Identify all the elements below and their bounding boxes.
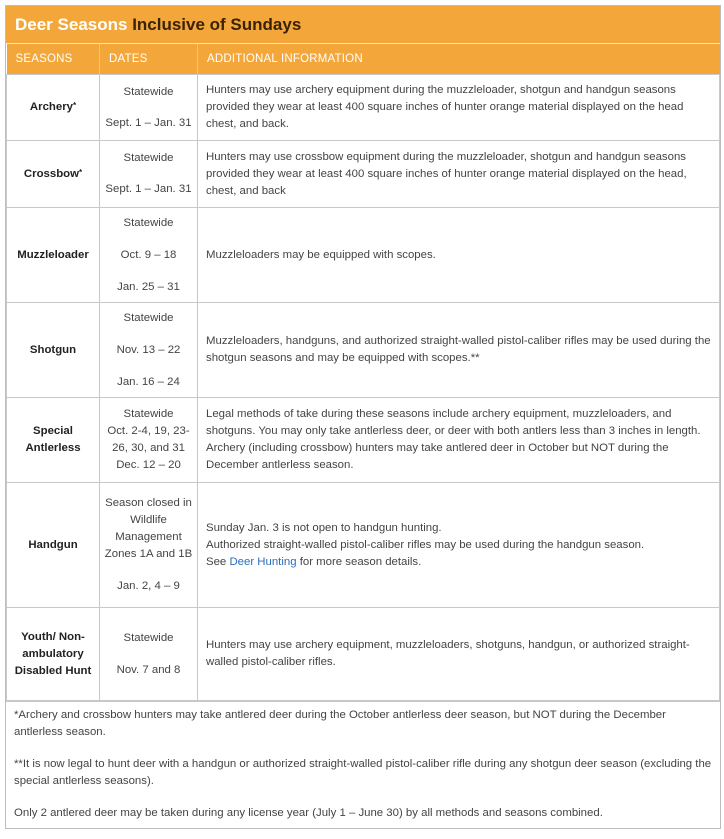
season-dates: Statewide Nov. 13 – 22 Jan. 16 – 24 bbox=[100, 303, 198, 398]
season-info: Hunters may use crossbow equipment during the muzzleloader, shotgun and handgun seasons provided they wear at least 400 square inches of hunter orange material displayed on the head, chest, and back bbox=[198, 141, 720, 208]
seasons-table bbox=[6, 44, 720, 701]
table-row bbox=[7, 303, 720, 398]
header-seasons: SEASONS bbox=[7, 44, 100, 75]
season-name: Handgun bbox=[7, 483, 100, 608]
footnotes bbox=[6, 701, 720, 828]
deer-seasons-table-card bbox=[5, 5, 721, 829]
season-dates: Statewide Sept. 1 – Jan. 31 bbox=[100, 141, 198, 208]
table-row bbox=[7, 141, 720, 208]
season-name: Muzzleloader bbox=[7, 208, 100, 303]
deer-hunting-link[interactable]: Deer Hunting bbox=[229, 555, 297, 568]
table-row bbox=[7, 608, 720, 701]
season-name: Archery* bbox=[7, 75, 100, 141]
season-info: Hunters may use archery equipment, muzzleloaders, shotguns, handgun, or authorized straight-walled pistol-caliber rifles. bbox=[198, 608, 720, 701]
table-row bbox=[7, 75, 720, 141]
season-dates: Statewide Nov. 7 and 8 bbox=[100, 608, 198, 701]
table-row bbox=[7, 483, 720, 608]
season-dates: Statewide Sept. 1 – Jan. 31 bbox=[100, 75, 198, 141]
title-part2: Inclusive of Sundays bbox=[132, 15, 302, 34]
season-info: Sunday Jan. 3 is not open to handgun hunting. Authorized straight-walled pistol-caliber rifles may be used during the handgun season. See Deer Hunting for more season details. bbox=[198, 483, 720, 608]
season-info: Muzzleloaders, handguns, and authorized straight-walled pistol-caliber rifles may be used during the shotgun seasons and may be equipped with scopes.** bbox=[198, 303, 720, 398]
header-dates: DATES bbox=[100, 44, 198, 75]
table-row bbox=[7, 398, 720, 483]
season-name: Youth/ Non-ambulatory Disabled Hunt bbox=[7, 608, 100, 701]
footnote: Only 2 antlered deer may be taken during any license year (July 1 – June 30) by all methods and seasons combined. bbox=[14, 807, 603, 819]
season-name: Special Antlerless bbox=[7, 398, 100, 483]
season-name: Crossbow* bbox=[7, 141, 100, 208]
season-dates: Statewide Oct. 2-4, 19, 23-26, 30, and 31 Dec. 12 – 20 bbox=[100, 398, 198, 483]
season-dates: Season closed in Wildlife Management Zones 1A and 1B Jan. 2, 4 – 9 bbox=[100, 483, 198, 608]
season-name: Shotgun bbox=[7, 303, 100, 398]
season-info: Hunters may use archery equipment during the muzzleloader, shotgun and handgun seasons provided they wear at least 400 square inches of hunter orange material displayed on the head chest, and back. bbox=[198, 75, 720, 141]
footnote: **It is now legal to hunt deer with a handgun or authorized straight-walled pistol-caliber rifle during any shotgun deer season (excluding the special antlerless seasons). bbox=[14, 758, 712, 787]
table-row bbox=[7, 208, 720, 303]
season-info: Muzzleloaders may be equipped with scopes. bbox=[198, 208, 720, 303]
page-title bbox=[6, 6, 720, 44]
footnote: *Archery and crossbow hunters may take antlered deer during the October antlerless deer season, but NOT during the December antlerless season. bbox=[14, 709, 666, 738]
table-header-row bbox=[7, 44, 720, 75]
season-dates: Statewide Oct. 9 – 18 Jan. 25 – 31 bbox=[100, 208, 198, 303]
header-additional-information: ADDITIONAL INFORMATION bbox=[198, 44, 720, 75]
season-info: Legal methods of take during these seasons include archery equipment, muzzleloaders, and shotguns. You may only take antlerless deer, or deer with both antlers less than 3 inches in length. Archery (including crossbow) hunters may take antlered deer in October but NOT during the December antlerless season. bbox=[198, 398, 720, 483]
title-part1: Deer Seasons bbox=[15, 15, 133, 34]
